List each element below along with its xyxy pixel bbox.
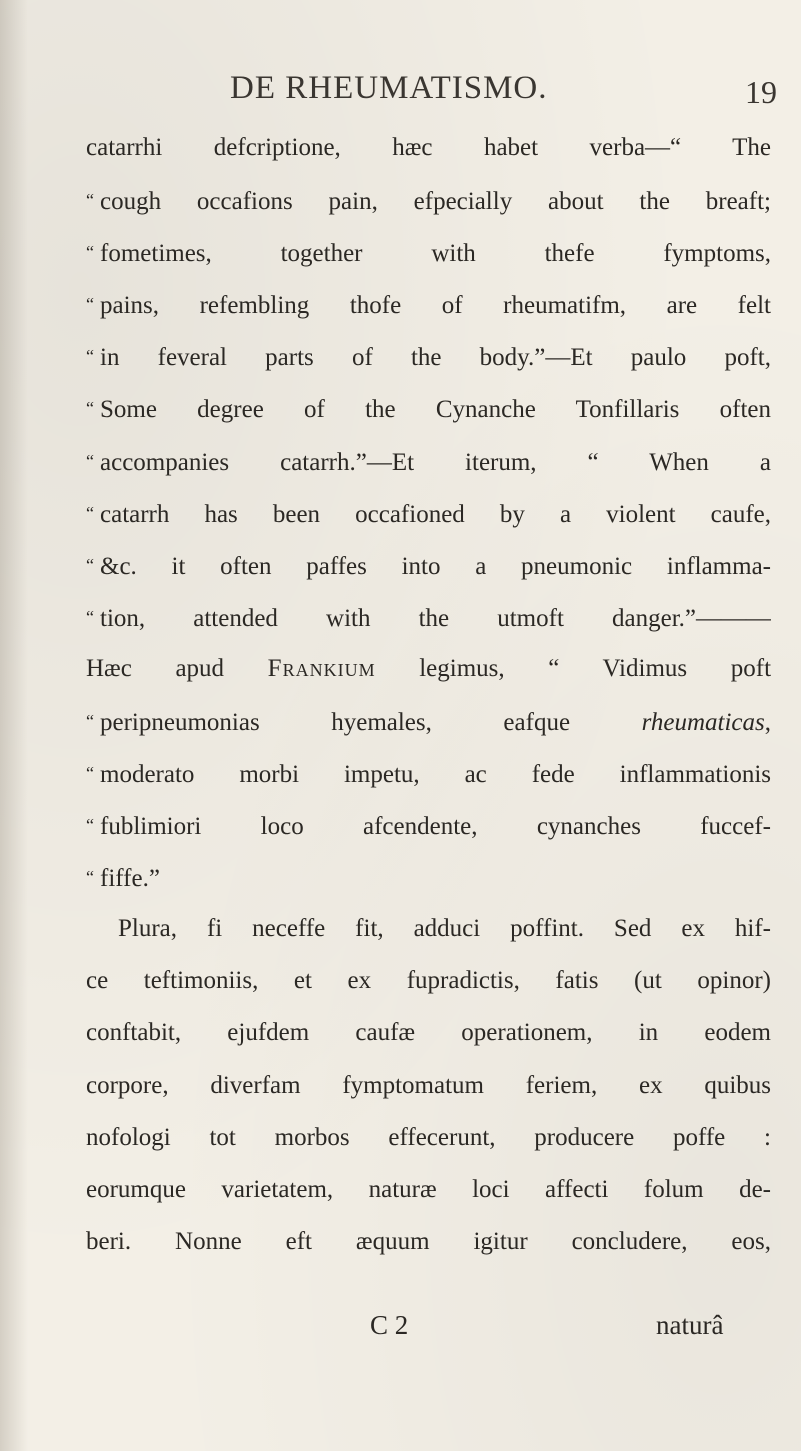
text-line-21: eorumque varietatem, naturæ loci affecti folum de- (86, 1176, 771, 1203)
signature-mark: C 2 (370, 1310, 409, 1340)
text-line-8: “ catarrh has been occafioned by a violent caufe, (86, 501, 771, 528)
text-line-18: conftabit, ejufdem caufæ operationem, in eodem (86, 1019, 771, 1046)
text-line-13: “ moderato morbi impetu, ac fede inflammationis (86, 761, 771, 788)
page-footer (0, 1310, 801, 1350)
text-line-5: “ in feveral parts of the body.”—Et paulo poft, (86, 344, 771, 371)
running-head-title: DE RHEUMATISMO. (230, 70, 548, 106)
text-line-22: beri. Nonne eft æquum igitur concludere, eos, (86, 1228, 771, 1255)
text-line-4: “ pains, refembling thofe of rheumatifm, are felt (86, 292, 771, 319)
text-line-16: Plura, fi neceffe fit, adduci poffint. Sed ex hif- (118, 915, 771, 942)
text-line-11: Hæc apud Frankium legimus, “ Vidimus poft (86, 655, 771, 682)
text-line-2: “ cough occafions pain, efpecially about the breaft; (86, 188, 771, 215)
text-line-3: “ fometimes, together with thefe fymptoms, (86, 240, 771, 267)
text-line-19: corpore, diverfam fymptomatum feriem, ex quibus (86, 1072, 771, 1099)
text-line-6: “ Some degree of the Cynanche Tonfillaris often (86, 396, 771, 423)
page-number: 19 (745, 74, 777, 110)
text-line-9: “ &c. it often paffes into a pneumonic inflamma- (86, 553, 771, 580)
text-line-20: nofologi tot morbos effecerunt, producere poffe : (86, 1124, 771, 1151)
catchword: naturâ (656, 1310, 724, 1340)
text-line-15: “ fiffe.” (86, 865, 160, 892)
text-line-12: “ peripneumonias hyemales, eafque rheumaticas, (86, 709, 771, 736)
text-line-10: “ tion, attended with the utmoft danger.”——— (86, 605, 771, 632)
text-line-7: “ accompanies catarrh.”—Et iterum, “ When a (86, 449, 771, 476)
text-line-17: ce teftimoniis, et ex fupradictis, fatis (ut opinor) (86, 967, 771, 994)
text-line-14: “ fublimiori loco afcendente, cynanches fuccef- (86, 813, 771, 840)
text-line-1: catarrhi defcriptione, hæc habet verba—“ The (86, 134, 771, 161)
